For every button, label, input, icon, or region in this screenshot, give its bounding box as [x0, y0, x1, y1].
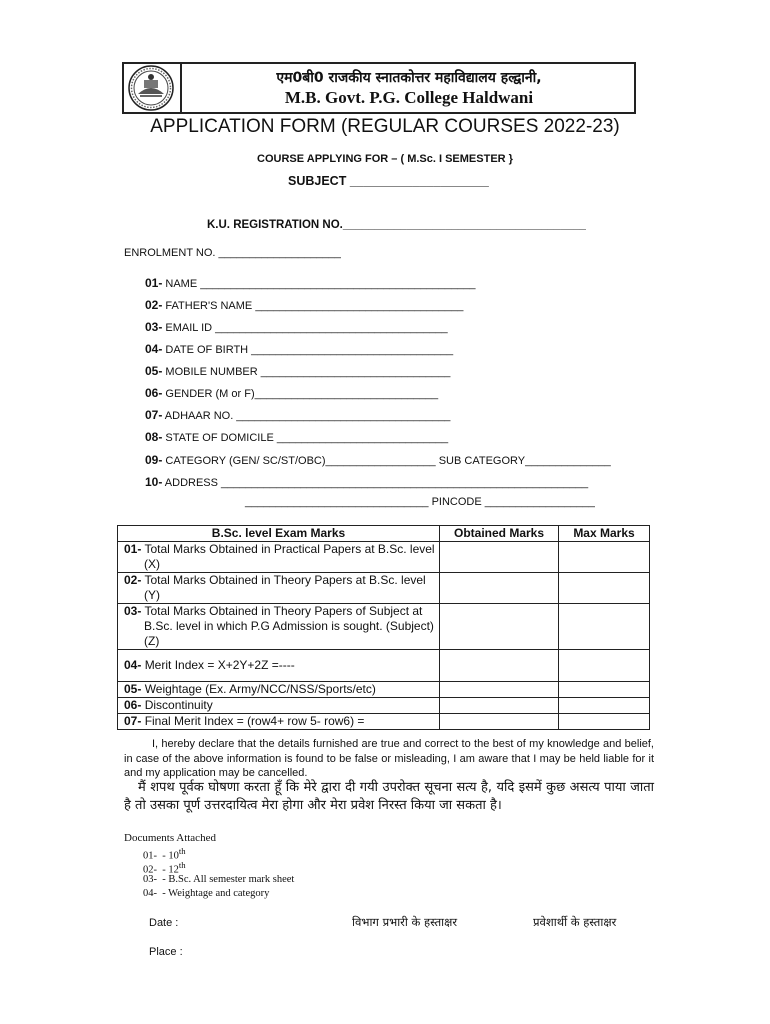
documents-title: Documents Attached — [124, 832, 216, 844]
table-row — [118, 698, 650, 714]
gender-field[interactable]: 06- GENDER (M or F)______________________________ — [145, 386, 439, 400]
enrolment-field[interactable]: ENROLMENT NO. ____________________ — [124, 247, 341, 259]
declaration-hindi: मैं शपथ पूर्वक घोषणा करता हूँ कि मेरे द्वारा दी गयी उपरोक्त सूचना सत्य है, यदि इसमें कुछ असत्य पाया जाता है तो उसका पूर्ण उत्तरदायित्व मेरा होगा और मेरा प्रवेश निरस्त किया जा सकता है। — [124, 780, 654, 813]
declaration-english: I, hereby declare that the details furnished are true and correct to the best of my knowledge and belief, in case of the above information is found to be false or misleading, I am aware that I may be held liable for it and my application may be cancelled. — [124, 738, 654, 779]
obtained-marks-cell[interactable] — [440, 682, 559, 698]
email-field[interactable]: 03- EMAIL ID ______________________________________ — [145, 320, 448, 334]
state-of-domicile-field[interactable]: 08- STATE OF DOMICILE ____________________________ — [145, 430, 449, 444]
table-row — [118, 573, 650, 604]
form-title: APPLICATION FORM (REGULAR COURSES 2022-23) — [150, 116, 620, 137]
subject-field[interactable]: SUBJECT ____________________ — [288, 174, 489, 188]
max-marks-cell[interactable] — [559, 573, 650, 604]
obtained-marks-cell[interactable] — [440, 542, 559, 573]
obtained-marks-cell[interactable] — [440, 573, 559, 604]
table-row — [118, 682, 650, 698]
ku-registration-field[interactable]: K.U. REGISTRATION NO.______________________________________ — [207, 219, 586, 231]
document-item: 01- - 10th — [143, 846, 186, 862]
place-label: Place : — [149, 946, 183, 958]
document-item: 03- - B.Sc. All semester mark sheet — [143, 874, 295, 885]
adhaar-field[interactable]: 07- ADHAAR NO. ___________________________________ — [145, 408, 451, 422]
table-row — [118, 604, 650, 650]
table-row — [118, 714, 650, 730]
obtained-marks-cell[interactable] — [440, 604, 559, 650]
fathers-name-field[interactable]: 02- FATHER'S NAME __________________________________ — [145, 298, 464, 312]
address-field[interactable]: 10- ADDRESS ____________________________________________________________ — [145, 475, 589, 489]
obtained-marks-cell[interactable] — [440, 698, 559, 714]
table-header-row — [118, 526, 650, 542]
max-marks-cell[interactable] — [559, 604, 650, 650]
row-label: 05- Weightage (Ex. Army/NCC/NSS/Sports/etc) — [118, 682, 440, 698]
row-label: 04- Merit Index = X+2Y+2Z =---- — [118, 650, 440, 682]
college-seal-icon — [124, 64, 178, 112]
row-label: 07- Final Merit Index = (row4+ row 5- row6) = — [118, 714, 440, 730]
row-label: 03- Total Marks Obtained in Theory Papers of Subject at B.Sc. level in which P.G Admission is sought. (Subject) (Z) — [118, 604, 440, 650]
row-label: 06- Discontinuity — [118, 698, 440, 714]
name-field[interactable]: 01- NAME _____________________________________________ — [145, 276, 476, 290]
category-field[interactable]: 09- CATEGORY (GEN/ SC/ST/OBC)__________________ SUB CATEGORY______________ — [145, 453, 611, 467]
student-signature: प्रवेशार्थी के हस्ताक्षर — [533, 915, 617, 929]
row-label: 02- Total Marks Obtained in Theory Papers at B.Sc. level (Y) — [118, 573, 440, 604]
max-marks-cell[interactable] — [559, 714, 650, 730]
max-marks-cell[interactable] — [559, 542, 650, 573]
marks-table — [117, 525, 650, 730]
table-header: Max Marks — [559, 526, 650, 542]
obtained-marks-cell[interactable] — [440, 714, 559, 730]
table-row — [118, 542, 650, 573]
max-marks-cell[interactable] — [559, 682, 650, 698]
document-item: 02- - 12th — [143, 860, 186, 876]
max-marks-cell[interactable] — [559, 698, 650, 714]
date-of-birth-field[interactable]: 04- DATE OF BIRTH _________________________________ — [145, 342, 454, 356]
college-name-hindi: एम0बी0 राजकीय स्नातकोत्तर महाविद्यालय हल्द्वानी, — [276, 70, 542, 86]
row-label: 01- Total Marks Obtained in Practical Papers at B.Sc. level (X) — [118, 542, 440, 573]
department-incharge-signature: विभाग प्रभारी के हस्ताक्षर — [352, 915, 458, 929]
table-header: B.Sc. level Exam Marks — [118, 526, 440, 542]
mobile-number-field[interactable]: 05- MOBILE NUMBER _______________________________ — [145, 364, 451, 378]
college-name-english: M.B. Govt. P.G. College Haldwani — [284, 88, 534, 107]
obtained-marks-cell[interactable] — [440, 650, 559, 682]
date-label: Date : — [149, 917, 179, 929]
max-marks-cell[interactable] — [559, 650, 650, 682]
pincode-field[interactable]: ______________________________ PINCODE __________________ — [245, 496, 595, 508]
document-item: 04- - Weightage and category — [143, 888, 270, 899]
course-applying-line: COURSE APPLYING FOR – ( M.Sc. I SEMESTER } — [257, 153, 513, 165]
table-header: Obtained Marks — [440, 526, 559, 542]
table-row — [118, 650, 650, 682]
